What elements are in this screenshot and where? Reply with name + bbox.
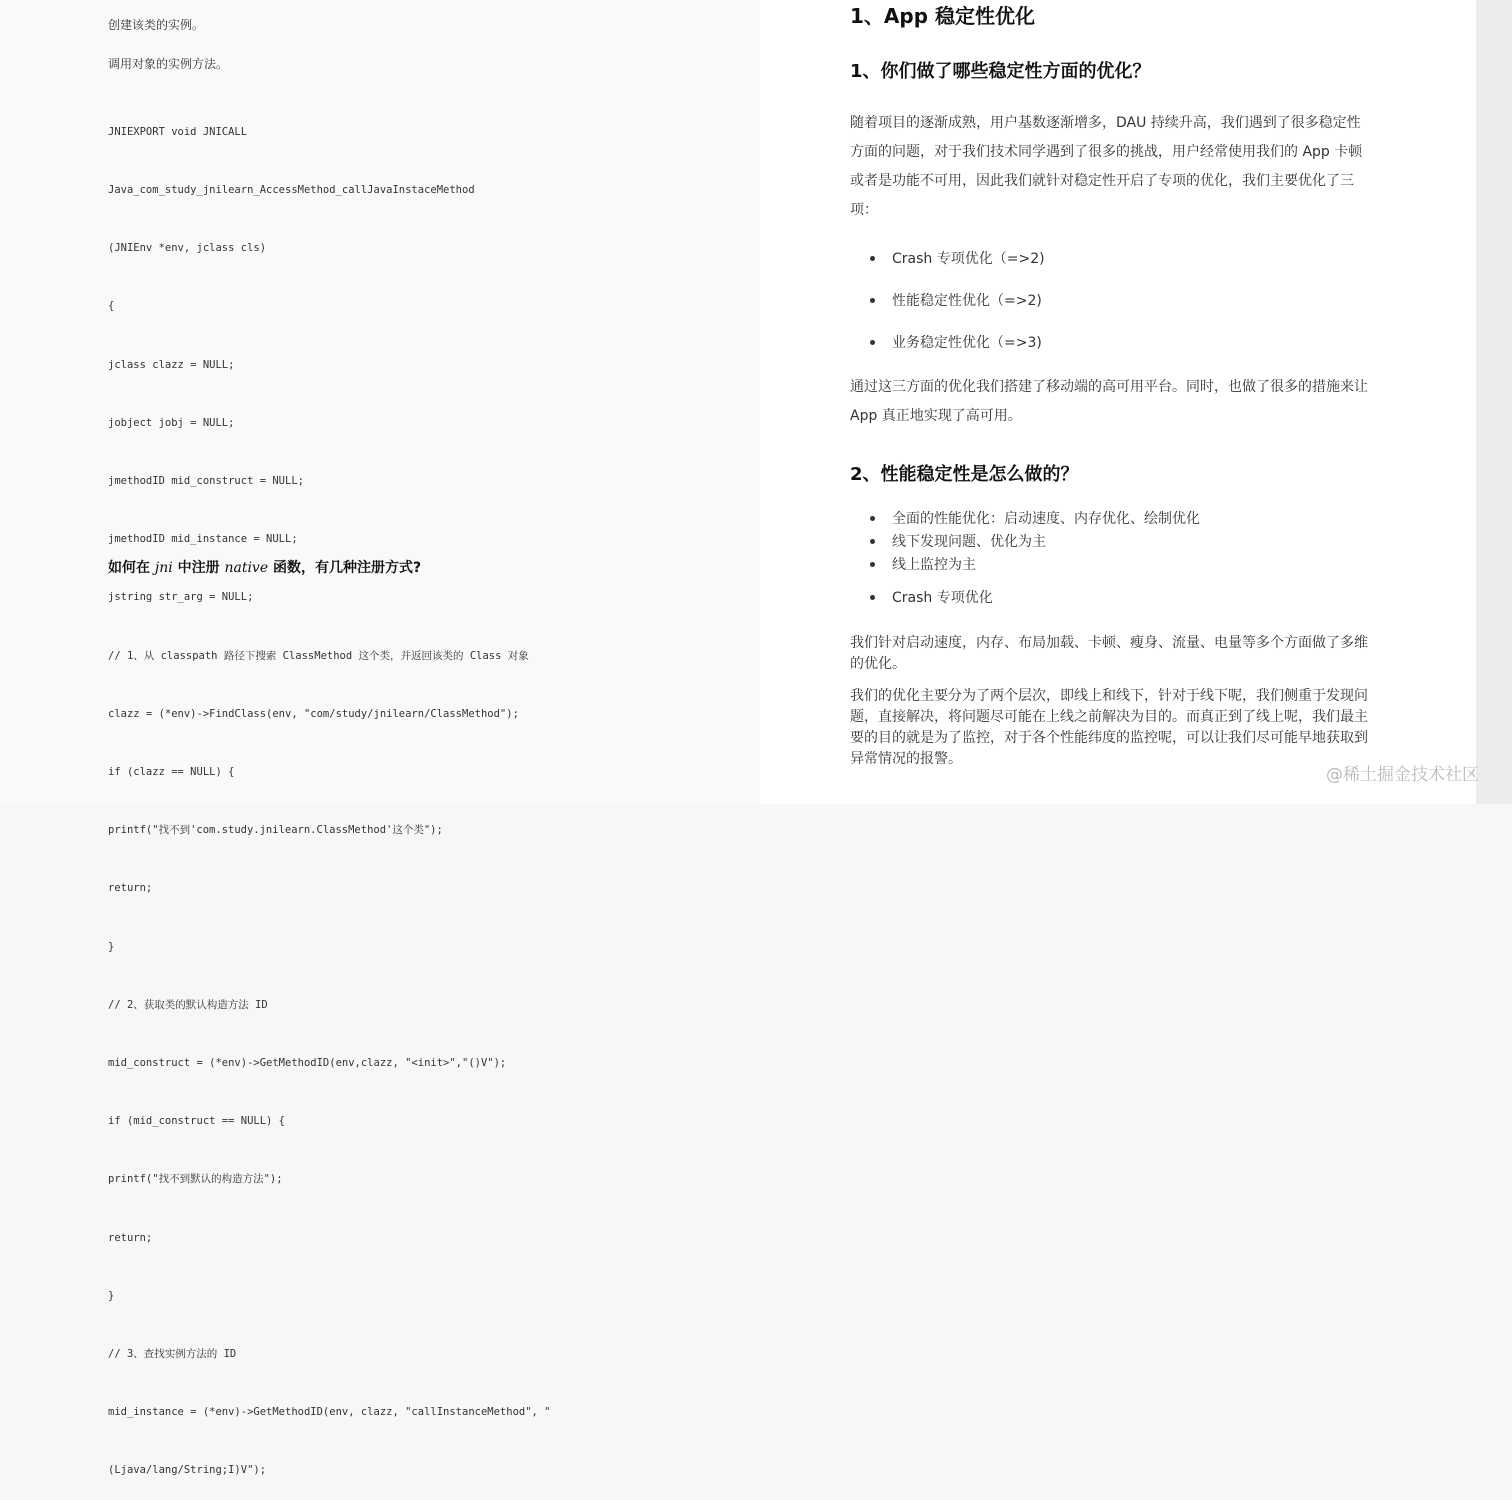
code-line: return;: [108, 882, 153, 895]
code-line: jmethodID mid_construct = NULL;: [108, 475, 304, 488]
code-line: Java_com_study_jnilearn_AccessMethod_callJavaInstaceMethod: [108, 184, 475, 197]
paragraph-performance-dimensions: 我们针对启动速度，内存、布局加载、卡顿、瘦身、流量、电量等多个方面做了多维的优化。: [850, 635, 1368, 672]
code-line: }: [108, 1289, 115, 1302]
code-line: // 3、查找实例方法的 ID: [108, 1348, 237, 1361]
left-text-create-instance: 创建该类的实例。: [108, 18, 205, 32]
left-text-call-method: 调用对象的实例方法。: [108, 57, 229, 71]
code-line: jclass clazz = NULL;: [108, 358, 235, 371]
list-item: 全面的性能优化：启动速度、内存优化、绘制优化: [870, 508, 1200, 528]
list-item: Crash 专项优化: [870, 587, 993, 607]
code-line: (Ljava/lang/String;I)V");: [108, 1464, 267, 1477]
bullet-dot: [870, 562, 875, 567]
code-line: if (clazz == NULL) {: [108, 766, 235, 779]
jni-question-heading: [108, 557, 421, 577]
paragraph-stability-intro: 随着项目的逐渐成熟，用户基数逐渐增多，DAU 持续升高，我们遇到了很多稳定性方面的问题，对于我们技术同学遇到了很多的挑战，用户经常使用我们的 App 卡顿或者是功能不可用，因此我们就针对稳定性开启了专项的优化，我们主要优化了三项：: [850, 115, 1363, 218]
code-line: clazz = (*env)->FindClass(env, "com/study/jnilearn/ClassMethod");: [108, 707, 519, 720]
bullet-dot: [870, 595, 875, 600]
code-line: }: [108, 940, 115, 953]
list-item: 线上监控为主: [870, 554, 976, 574]
bullet-dot: [870, 298, 875, 303]
list-item: 线下发现问题、优化为主: [870, 531, 1046, 551]
question-1-heading: 1、你们做了哪些稳定性方面的优化？: [850, 61, 1151, 82]
code-line: printf("找不到默认的构造方法");: [108, 1173, 283, 1186]
code-line: JNIEXPORT void JNICALL: [108, 125, 248, 138]
code-line: {: [108, 300, 115, 313]
bullet-dot: [870, 340, 875, 345]
list-item: 性能稳定性优化（=>2): [870, 290, 1042, 310]
code-line: // 1、从 classpath 路径下搜索 ClassMethod 这个类，并返回该类的 Class 对象: [108, 649, 529, 662]
bullet-dot: [870, 539, 875, 544]
question-part: 如何在: [108, 560, 155, 576]
question-2-heading: 2、性能稳定性是怎么做的？: [850, 464, 1079, 485]
code-line: return;: [108, 1231, 153, 1244]
section-title: 1、App 稳定性优化: [850, 4, 1035, 28]
code-line: // 2、获取类的默认构造方法 ID: [108, 998, 268, 1011]
question-jni: jni: [154, 560, 173, 576]
bullet-dot: [870, 516, 875, 521]
question-native: native: [224, 560, 269, 576]
code-line: jmethodID mid_instance = NULL;: [108, 533, 298, 546]
code-line: jobject jobj = NULL;: [108, 416, 235, 429]
bullet-dot: [870, 256, 875, 261]
list-item: Crash 专项优化（=>2): [870, 248, 1045, 268]
code-block: [108, 84, 551, 1500]
code-line: mid_instance = (*env)->GetMethodID(env, clazz, "callInstanceMethod", ": [108, 1406, 551, 1419]
code-line: mid_construct = (*env)->GetMethodID(env,clazz, "<init>","()V");: [108, 1057, 507, 1070]
code-line: if (mid_construct == NULL) {: [108, 1115, 286, 1128]
question-part: 中注册: [172, 560, 225, 576]
question-part: 函数，有几种注册方式?: [268, 560, 422, 576]
paragraph-online-offline: 我们的优化主要分为了两个层次，即线上和线下，针对于线下呢，我们侧重于发现问题，直接解决，将问题尽可能在上线之前解决为目的。而真正到了线上呢，我们最主要的目的就是为了监控，对于各个性能纬度的监控呢，可以让我们尽可能早地获取到异常情况的报警。: [850, 688, 1368, 767]
page-edge: [1476, 0, 1512, 804]
code-line: (JNIEnv *env, jclass cls): [108, 242, 267, 255]
code-line: jstring str_arg = NULL;: [108, 591, 254, 604]
paragraph-high-availability: 通过这三方面的优化我们搭建了移动端的高可用平台。同时，也做了很多的措施来让 App 真正地实现了高可用。: [850, 379, 1368, 424]
watermark: @稀土掘金技术社区: [1326, 765, 1479, 785]
code-line: printf("找不到'com.study.jnilearn.ClassMethod'这个类");: [108, 824, 443, 837]
list-item: 业务稳定性优化（=>3): [870, 332, 1042, 352]
